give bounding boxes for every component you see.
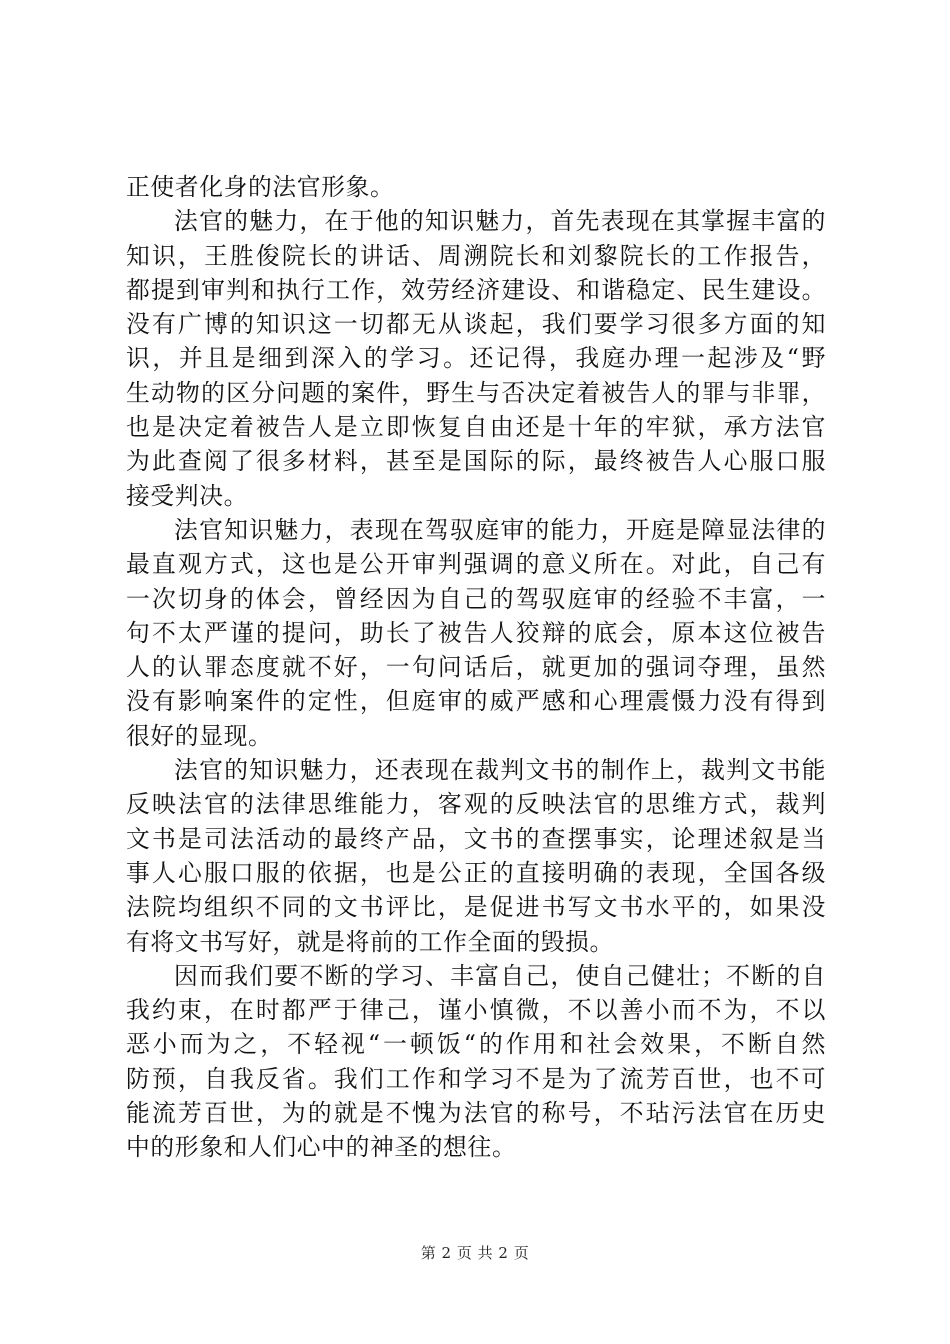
text-line: 知识，王胜俊院长的讲话、周溯院长和刘黎院长的工作报告， <box>126 241 826 270</box>
text-line: 也是决定着被告人是立即恢复自由还是十年的牢狱，承方法官 <box>126 413 826 442</box>
text-line: 句不太严谨的提问，助长了被告人狡辩的底会，原本这位被告 <box>126 618 826 647</box>
text-line: 法官的魅力，在于他的知识魅力，首先表现在其掌握丰富的 <box>174 207 826 236</box>
text-line: 法院均组织不同的文书评比，是促进书写文书水平的，如果没 <box>126 893 826 922</box>
text-line: 识，并且是细到深入的学习。还记得，我庭办理一起涉及“野 <box>126 344 826 373</box>
text-line: 防预，自我反省。我们工作和学习不是为了流芳百世，也不可 <box>126 1064 826 1093</box>
text-line: 生动物的区分问题的案件，野生与否决定着被告人的罪与非罪， <box>126 378 826 407</box>
page-footer: 第 2 页 共 2 页 <box>420 1244 530 1262</box>
text-line: 法官的知识魅力，还表现在裁判文书的制作上，裁判文书能 <box>174 756 826 785</box>
text-line: 最直观方式，这也是公开审判强调的意义所在。对此，自己有 <box>126 550 826 579</box>
text-line: 能流芳百世，为的就是不愧为法官的称号，不玷污法官在历史 <box>126 1099 826 1128</box>
text-line: 反映法官的法律思维能力，客观的反映法官的思维方式，裁判 <box>126 790 826 819</box>
text-line: 事人心服口服的依据，也是公正的直接明确的表现，全国各级 <box>126 858 826 887</box>
text-line: 为此查阅了很多材料，甚至是国际的际，最终被告人心服口服 <box>126 447 826 476</box>
text-line: 很好的显现。 <box>126 721 273 750</box>
text-line: 都提到审判和执行工作，效劳经济建设、和谐稳定、民生建设。 <box>126 275 826 304</box>
body-text <box>126 170 826 1165</box>
text-line: 没有广博的知识这一切都无从谈起，我们要学习很多方面的知 <box>126 310 826 339</box>
text-line: 文书是司法活动的最终产品，文书的查摆事实，论理述叙是当 <box>126 824 826 853</box>
text-line: 恶小而为之，不轻视“一顿饭“的作用和社会效果，不断自然 <box>126 1030 826 1059</box>
text-line: 正使者化身的法官形象。 <box>126 173 395 201</box>
text-line: 法官知识魅力，表现在驾驭庭审的能力，开庭是障显法律的 <box>174 515 826 544</box>
text-line: 没有影响案件的定性，但庭审的威严感和心理震慑力没有得到 <box>126 687 826 716</box>
text-line: 中的形象和人们心中的神圣的想往。 <box>126 1133 517 1162</box>
text-line: 我约束，在时都严于律己，谨小慎微，不以善小而不为，不以 <box>126 996 826 1025</box>
text-line: 有将文书写好，就是将前的工作全面的毁损。 <box>126 927 614 956</box>
text-line: 接受判决。 <box>126 481 248 510</box>
text-line: 一次切身的体会，曾经因为自己的驾驭庭审的经验不丰富，一 <box>126 584 826 613</box>
text-line: 人的认罪态度就不好，一句问话后，就更加的强词夺理，虽然 <box>126 653 826 682</box>
text-line: 因而我们要不断的学习、丰富自己，使自己健壮；不断的自 <box>174 961 826 990</box>
